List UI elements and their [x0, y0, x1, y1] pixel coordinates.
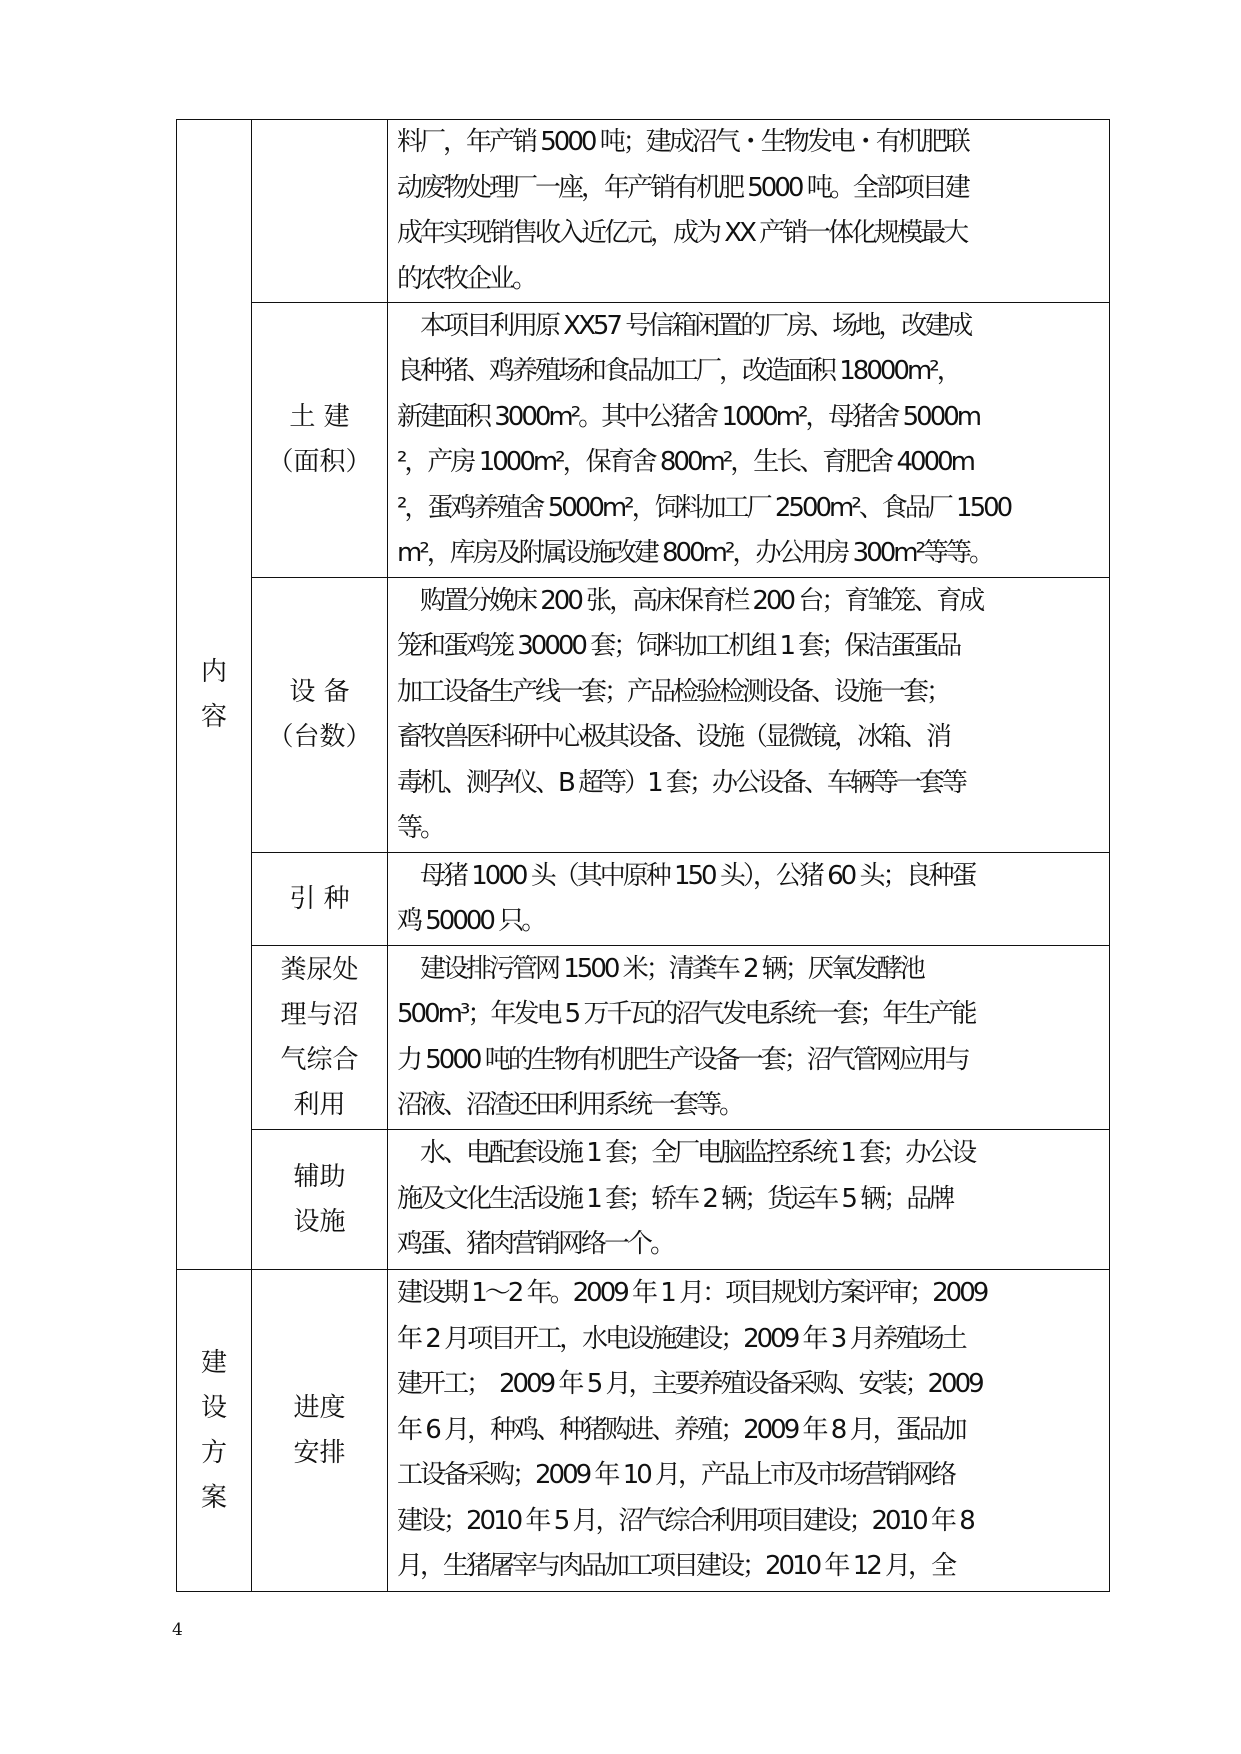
content-line: 鸡蛋、猪肉营销网络一个。: [397, 1229, 674, 1260]
content-line: 笼和蛋鸡笼 30000 套；饲料加工机组 1 套；保洁蛋蛋品: [397, 631, 960, 661]
content-line: 力 5000 吨的生物有机肥生产设备一套；沼气管网应用与: [397, 1044, 968, 1075]
content-cell: [388, 1270, 1110, 1592]
section-label-char: 建: [200, 1347, 227, 1378]
content-line: 沼液、沼渣还田利用系统一套等。: [397, 1090, 743, 1120]
sub-label-cell: [252, 578, 388, 853]
section-label-char: 案: [200, 1482, 227, 1513]
content-cell: [388, 1130, 1110, 1270]
sub-label-cell: [252, 1130, 388, 1270]
content-line: 建设排污管网 1500 米；清粪车 2 辆；厌氧发酵池: [397, 953, 923, 984]
content-cell: [388, 120, 1110, 303]
sub-label-line: 土 建: [289, 402, 350, 432]
sub-label-cell: [252, 303, 388, 578]
sub-label-cell: [252, 946, 388, 1130]
content-cell: [388, 946, 1110, 1130]
sub-label-line: （台数）: [267, 722, 372, 752]
content-line: 建设期 1～2 年。2009 年 1 月：项目规划方案评审；2009: [397, 1278, 987, 1309]
sub-label-line: 气综合: [280, 1044, 359, 1075]
content-line: 新建面积 3000m²。其中公猪舍 1000m²，母猪舍 5000m: [397, 401, 980, 432]
content-line: 施及文化生活设施 1 套；轿车 2 辆；货运车 5 辆；品牌: [397, 1183, 953, 1214]
section-label-content: [177, 120, 252, 1270]
sub-label-line: 辅助: [293, 1161, 346, 1192]
content-line: 等。: [397, 813, 444, 843]
content-line: 良种猪、鸡养殖场和食品加工厂，改造面积 18000m²，: [397, 356, 960, 386]
sub-label-cell: [252, 120, 388, 303]
content-line: 建设；2010 年 5 月，沼气综合利用项目建设；2010 年 8: [397, 1505, 973, 1536]
content-line: ²，产房 1000m²，保育舍 800m²，生长、育肥舍 4000m: [397, 447, 974, 477]
content-line: 500m³；年发电 5 万千瓦的沼气发电系统一套；年生产能: [397, 999, 975, 1029]
sub-label-line: 设 备: [289, 677, 350, 707]
content-line: 购置分娩床 200 张，高床保育栏 200 台；育雏笼、育成: [397, 585, 983, 616]
sub-label-line: 粪尿处: [280, 954, 359, 985]
content-line: m²，库房及附属设施改建 800m²，办公用房 300m²等等。: [397, 538, 993, 568]
content-cell: [388, 853, 1110, 946]
sub-label-cell: [252, 853, 388, 946]
sub-label-line: 设施: [293, 1206, 346, 1237]
content-line: 动废物处理厂一座，年产销有机肥 5000 吨。全部项目建: [397, 172, 968, 203]
table-row: [177, 303, 1110, 578]
sub-label-line: （面积）: [267, 447, 372, 477]
content-line: 年 6 月，种鸡、种猪购进、养殖；2009 年 8 月，蛋品加: [397, 1414, 965, 1445]
content-cell: [388, 303, 1110, 578]
sub-label-line: 引 种: [289, 883, 350, 914]
table-row: [177, 853, 1110, 946]
sub-label-line: 利用: [293, 1089, 346, 1120]
section-label-char: 内: [200, 656, 227, 687]
project-table: [176, 119, 1110, 1592]
content-line: ²，蛋鸡养殖舍 5000m²，饲料加工厂 2500m²、食品厂 1500: [397, 492, 1011, 523]
section-label-char: 设: [200, 1392, 227, 1423]
sub-label-line: 进度: [293, 1392, 346, 1423]
content-line: 成年实现销售收入近亿元，成为 XX 产销一体化规模最大: [397, 218, 967, 248]
content-line: 料厂，年产销 5000 吨；建成沼气・生物发电・有机肥联: [397, 127, 968, 157]
content-cell: [388, 578, 1110, 853]
page-number: 4: [172, 1620, 183, 1640]
content-line: 加工设备生产线一套；产品检验检测设备、设施一套；: [397, 676, 950, 707]
content-line: 建开工； 2009 年 5 月，主要养殖设备采购、安装；2009: [397, 1369, 982, 1400]
content-line: 母猪 1000 头（其中原种 150 头），公猪 60 头；良种蛋: [397, 860, 975, 891]
content-line: 鸡 50000 只。: [397, 906, 545, 936]
section-label-plan: [177, 1270, 252, 1592]
content-line: 工设备采购；2009 年 10 月，产品上市及市场营销网络: [397, 1460, 955, 1491]
table-row: [177, 1270, 1110, 1592]
sub-label-line: 安排: [293, 1437, 346, 1468]
section-label-char: 容: [200, 701, 227, 732]
content-line: 本项目利用原 XX57 号信箱闲置的厂房、场地，改建成: [397, 310, 971, 341]
sub-label-line: 理与沼: [280, 999, 359, 1030]
content-line: 月，生猪屠宰与肉品加工项目建设；2010 年 12 月，全: [397, 1551, 955, 1582]
table-row: [177, 1130, 1110, 1270]
content-line: 的农牧企业。: [397, 263, 536, 294]
table-row: [177, 578, 1110, 853]
section-label-char: 方: [200, 1437, 227, 1468]
content-line: 毒机、测孕仪、B 超等）1 套；办公设备、车辆等一套等: [397, 767, 965, 798]
content-line: 年 2 月项目开工，水电设施建设；2009 年 3 月养殖场土: [397, 1323, 965, 1354]
content-line: 畜牧兽医科研中心极其设备、设施（显微镜，冰箱、消: [397, 722, 950, 752]
table-row: [177, 946, 1110, 1130]
table-row: [177, 120, 1110, 303]
content-line: 水、电配套设施 1 套；全厂电脑监控系统 1 套；办公设: [397, 1138, 975, 1169]
sub-label-cell: [252, 1270, 388, 1592]
